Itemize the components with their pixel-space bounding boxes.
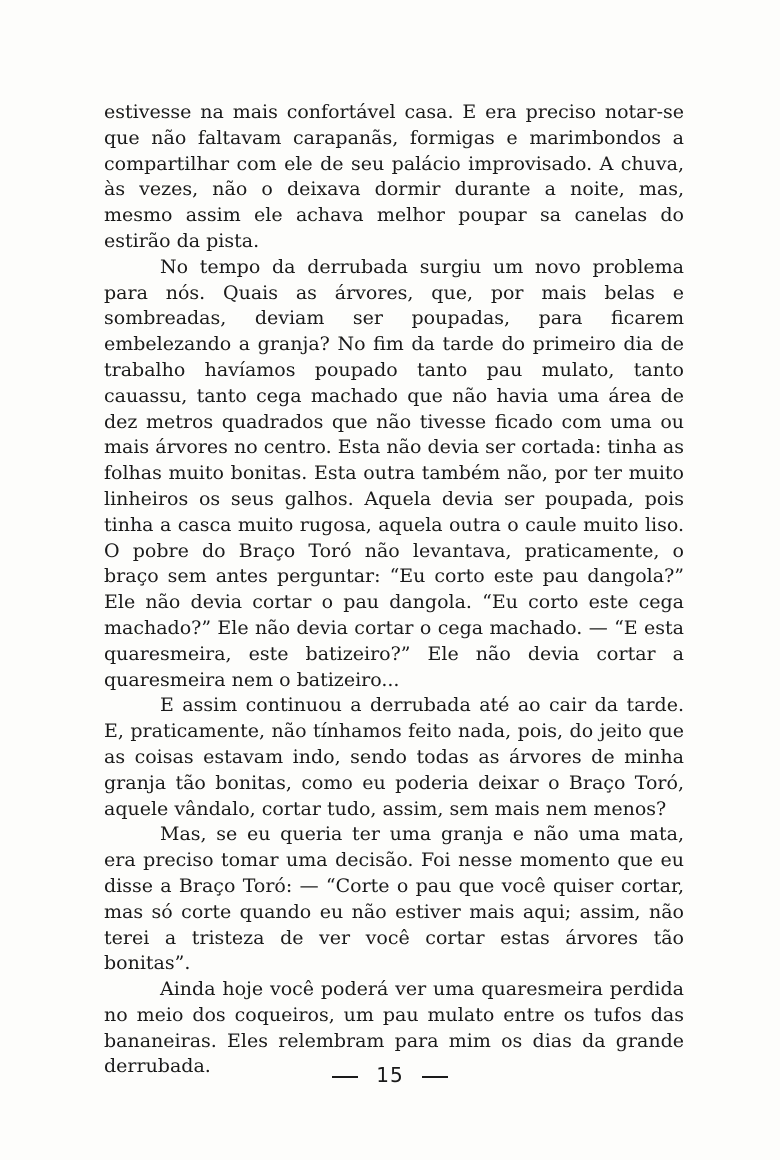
paragraph-5: Ainda hoje você poderá ver uma quaresmeira perdida no meio dos coqueiros, um pau mulato entre os tufos das bananeiras. Eles relembram para mim os dias da grande derrubada. xyxy=(104,978,684,1078)
paragraph-3: E assim continuou a derrubada até ao cair da tarde. E, praticamente, não tínhamos feito nada, pois, do jeito que as coisas estavam indo, sendo todas as árvores de minha granja tão bonitas, como eu poderia deixar o Braço Toró, aquele vândalo, cortar tudo, assim, sem mais nem menos? xyxy=(104,694,684,820)
page-number-footer xyxy=(0,1063,780,1087)
paragraph-2: No tempo da derrubada surgiu um novo problema para nós. Quais as árvores, que, por mais belas e sombreadas, deviam ser poupadas, para ficarem embelezando a granja? No fim da tarde do primeiro dia de trabalho havíamos poupado tanto pau mulato, tanto cauassu, tanto cega machado que não havia uma área de dez metros quadrados que não tivesse ficado com uma ou mais árvores no centro. Esta não devia ser cortada: tinha as folhas muito bonitas. Esta outra também não, por ter muito linheiros os seus galhos. Aquela devia ser poupada, pois tinha a casca muito rugosa, aquela outra o caule muito liso. O pobre do Braço Toró não levantava, praticamente, o braço sem antes perguntar: “Eu corto este pau dangola?” Ele não devia cortar o pau dangola. “Eu corto este cega machado?” Ele não devia cortar o cega machado. — “E esta quaresmeira, este batizeiro?” Ele não devia cortar a quaresmeira nem o batizeiro... xyxy=(104,255,684,691)
right-dash-divider xyxy=(422,1076,448,1078)
paragraph-1: estivesse na mais confortável casa. E era preciso notar-se que não faltavam carapanãs, formigas e marimbondos a compartilhar com ele de seu palácio improvisado. A chuva, às vezes, não o deixava dormir durante a noite, mas, mesmo assim ele achava melhor poupar sa canelas do estirão da pista. xyxy=(104,101,684,252)
body-text xyxy=(104,100,684,1080)
page-number: 15 xyxy=(376,1063,404,1087)
paragraph-4: Mas, se eu queria ter uma granja e não uma mata, era preciso tomar uma decisão. Foi nesse momento que eu disse a Braço Toró: — “Corte o pau que você quiser cortar, mas só corte quando eu não estiver mais aqui; assim, não terei a tristeza de ver você cortar estas árvores tão bonitas”. xyxy=(104,823,684,975)
left-dash-divider xyxy=(332,1076,358,1078)
